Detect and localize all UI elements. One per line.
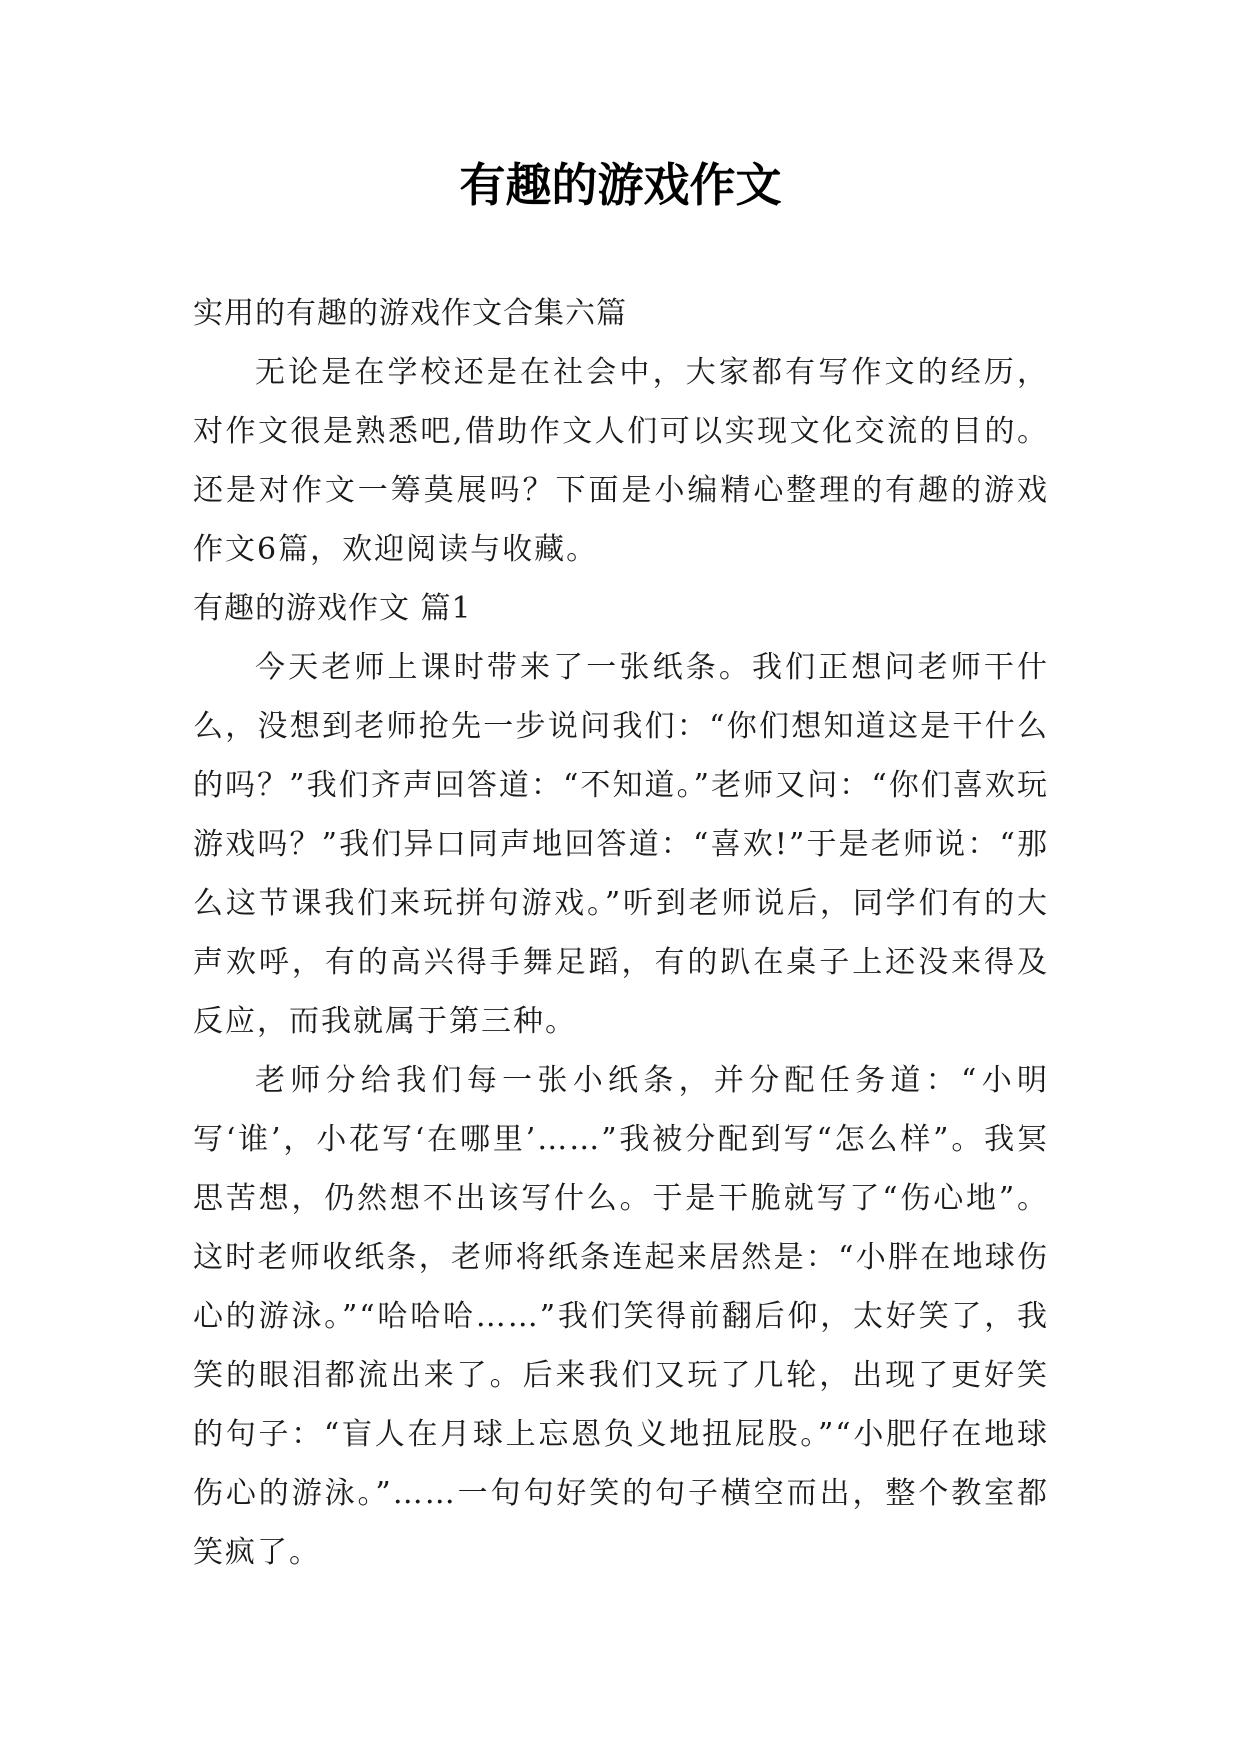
body-paragraph-2: 老师分给我们每一张小纸条，并分配任务道：“小明写‘谁’，小花写‘在哪里’……”我被分配到写“怎么样”。我冥思苦想，仍然想不出该写什么。于是干脆就写了“伤心地”。这时老师收纸条，老师将纸条连起来居然是：“小胖在地球伤心的游泳。”“哈哈哈……”我们笑得前翻后仰，太好笑了，我笑的眼泪都流出来了。后来我们又玩了几轮，出现了更好笑的句子：“盲人在月球上忘恩负义地扭屁股。”“小肥仔在地球伤心的游泳。”……一句句好笑的句子横空而出，整个教室都笑疯了。 (193, 1063, 1049, 1570)
intro-paragraph: 无论是在学校还是在社会中，大家都有写作文的经历，对作文很是熟悉吧,借助作文人们可以实现文化交流的目的。还是对作文一筹莫展吗？下面是小编精心整理的有趣的游戏作文6篇，欢迎阅读与收藏。 (193, 355, 1049, 567)
document-subtitle: 实用的有趣的游戏作文合集六篇 (193, 296, 627, 331)
body-paragraph-1: 今天老师上课时带来了一张纸条。我们正想问老师干什么，没想到老师抢先一步说问我们：“你们想知道这是干什么的吗？”我们齐声回答道：“不知道。”老师又问：“你们喜欢玩游戏吗？”我们异口同声地回答道：“喜欢!”于是老师说：“那么这节课我们来玩拼句游戏。”听到老师说后，同学们有的大声欢呼，有的高兴得手舞足蹈，有的趴在桌子上还没来得及反应，而我就属于第三种。 (193, 650, 1049, 1039)
section-heading: 有趣的游戏作文 篇1 (193, 591, 472, 626)
document-title: 有趣的游戏作文 (459, 158, 782, 212)
document-body (193, 284, 1049, 1582)
